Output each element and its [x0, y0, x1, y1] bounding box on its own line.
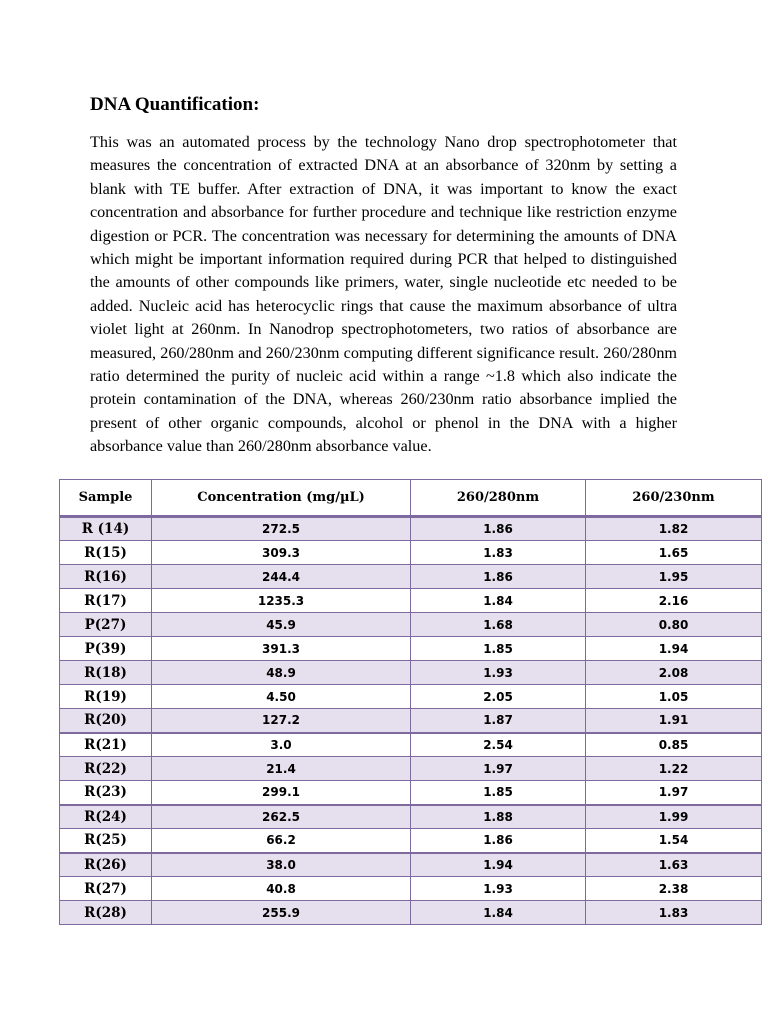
sample-cell: R(22) — [60, 757, 152, 781]
ratio-260-280-cell: 1.86 — [411, 517, 586, 541]
concentration-cell: 272.5 — [152, 517, 411, 541]
table-row — [60, 853, 762, 877]
ratio-260-230-cell: 1.82 — [586, 517, 762, 541]
ratio-260-280-cell: 1.97 — [411, 757, 586, 781]
table-row — [60, 781, 762, 805]
concentration-cell: 4.50 — [152, 685, 411, 709]
ratio-260-230-cell: 1.05 — [586, 685, 762, 709]
table-row — [60, 565, 762, 589]
table-row — [60, 733, 762, 757]
ratio-260-280-cell: 1.93 — [411, 877, 586, 901]
concentration-cell: 391.3 — [152, 637, 411, 661]
section-heading: DNA Quantification: — [90, 94, 260, 115]
table-row — [60, 613, 762, 637]
body-paragraph: This was an automated process by the technology Nano drop spectrophotometer that measures the concentration of extracted DNA at an absorbance of 320nm by setting a blank with TE buffer. After extraction of DNA, it was important to know the exact concentration and absorbance for further procedure and technique like restriction enzyme digestion or PCR. The concentration was necessary for determining the amounts of DNA which might be important information required during PCR that helped to distinguished the amounts of other compounds like primers, water, single nucleotide etc needed to be added. Nucleic acid has heterocyclic rings that cause the maximum absorbance of ultra violet light at 260nm. In Nanodrop spectrophotometers, two ratios of absorbance are measured, 260/280nm and 260/230nm computing different significance result. 260/280nm ratio determined the purity of nucleic acid within a range ~1.8 which also indicate the protein contamination of the DNA, whereas 260/230nm ratio absorbance implied the present of other organic compounds, alcohol or phenol in the DNA with a higher absorbance value than 260/280nm absorbance value. — [90, 133, 677, 456]
table-row — [60, 829, 762, 853]
ratio-260-280-cell: 1.86 — [411, 565, 586, 589]
ratio-260-280-cell: 1.83 — [411, 541, 586, 565]
ratio-260-280-cell: 1.68 — [411, 613, 586, 637]
sample-cell: P(27) — [60, 613, 152, 637]
column-header-sample: Sample — [60, 480, 152, 517]
sample-cell: R(20) — [60, 709, 152, 733]
table-row — [60, 805, 762, 829]
column-header-concentration: Concentration (mg/µL) — [152, 480, 411, 517]
column-header-260-230: 260/230nm — [586, 480, 762, 517]
table-row — [60, 661, 762, 685]
table-row — [60, 877, 762, 901]
ratio-260-230-cell: 1.65 — [586, 541, 762, 565]
column-header-260-280: 260/280nm — [411, 480, 586, 517]
concentration-cell: 299.1 — [152, 781, 411, 805]
concentration-cell: 40.8 — [152, 877, 411, 901]
ratio-260-280-cell: 1.94 — [411, 853, 586, 877]
ratio-260-230-cell: 1.99 — [586, 805, 762, 829]
sample-cell: R(18) — [60, 661, 152, 685]
sample-cell: R(19) — [60, 685, 152, 709]
sample-cell: R (14) — [60, 517, 152, 541]
concentration-cell: 262.5 — [152, 805, 411, 829]
concentration-cell: 127.2 — [152, 709, 411, 733]
ratio-260-280-cell: 1.86 — [411, 829, 586, 853]
ratio-260-280-cell: 1.85 — [411, 781, 586, 805]
concentration-cell: 38.0 — [152, 853, 411, 877]
concentration-cell: 309.3 — [152, 541, 411, 565]
dna-quantification-table — [59, 479, 762, 925]
ratio-260-280-cell: 2.05 — [411, 685, 586, 709]
table-row — [60, 589, 762, 613]
sample-cell: R(21) — [60, 733, 152, 757]
ratio-260-230-cell: 1.54 — [586, 829, 762, 853]
ratio-260-230-cell: 2.38 — [586, 877, 762, 901]
sample-cell: R(26) — [60, 853, 152, 877]
concentration-cell: 255.9 — [152, 901, 411, 925]
ratio-260-230-cell: 1.94 — [586, 637, 762, 661]
ratio-260-230-cell: 0.80 — [586, 613, 762, 637]
concentration-cell: 21.4 — [152, 757, 411, 781]
sample-cell: R(23) — [60, 781, 152, 805]
concentration-cell: 3.0 — [152, 733, 411, 757]
sample-cell: R(28) — [60, 901, 152, 925]
ratio-260-230-cell: 1.95 — [586, 565, 762, 589]
concentration-cell: 66.2 — [152, 829, 411, 853]
ratio-260-230-cell: 0.85 — [586, 733, 762, 757]
ratio-260-280-cell: 1.93 — [411, 661, 586, 685]
ratio-260-230-cell: 1.91 — [586, 709, 762, 733]
ratio-260-280-cell: 1.84 — [411, 589, 586, 613]
ratio-260-280-cell: 2.54 — [411, 733, 586, 757]
concentration-cell: 45.9 — [152, 613, 411, 637]
concentration-cell: 1235.3 — [152, 589, 411, 613]
table-row — [60, 541, 762, 565]
sample-cell: R(24) — [60, 805, 152, 829]
ratio-260-280-cell: 1.88 — [411, 805, 586, 829]
table-row — [60, 637, 762, 661]
ratio-260-230-cell: 1.22 — [586, 757, 762, 781]
concentration-cell: 48.9 — [152, 661, 411, 685]
sample-cell: R(17) — [60, 589, 152, 613]
ratio-260-230-cell: 1.83 — [586, 901, 762, 925]
table-row — [60, 517, 762, 541]
ratio-260-280-cell: 1.84 — [411, 901, 586, 925]
ratio-260-230-cell: 1.97 — [586, 781, 762, 805]
ratio-260-230-cell: 2.16 — [586, 589, 762, 613]
ratio-260-230-cell: 1.63 — [586, 853, 762, 877]
concentration-cell: 244.4 — [152, 565, 411, 589]
sample-cell: R(25) — [60, 829, 152, 853]
ratio-260-230-cell: 2.08 — [586, 661, 762, 685]
sample-cell: R(27) — [60, 877, 152, 901]
sample-cell: R(15) — [60, 541, 152, 565]
table-row — [60, 709, 762, 733]
sample-cell: R(16) — [60, 565, 152, 589]
table-header-row — [60, 480, 762, 517]
ratio-260-280-cell: 1.87 — [411, 709, 586, 733]
ratio-260-280-cell: 1.85 — [411, 637, 586, 661]
sample-cell: P(39) — [60, 637, 152, 661]
table-row — [60, 685, 762, 709]
table-row — [60, 757, 762, 781]
table-row — [60, 901, 762, 925]
